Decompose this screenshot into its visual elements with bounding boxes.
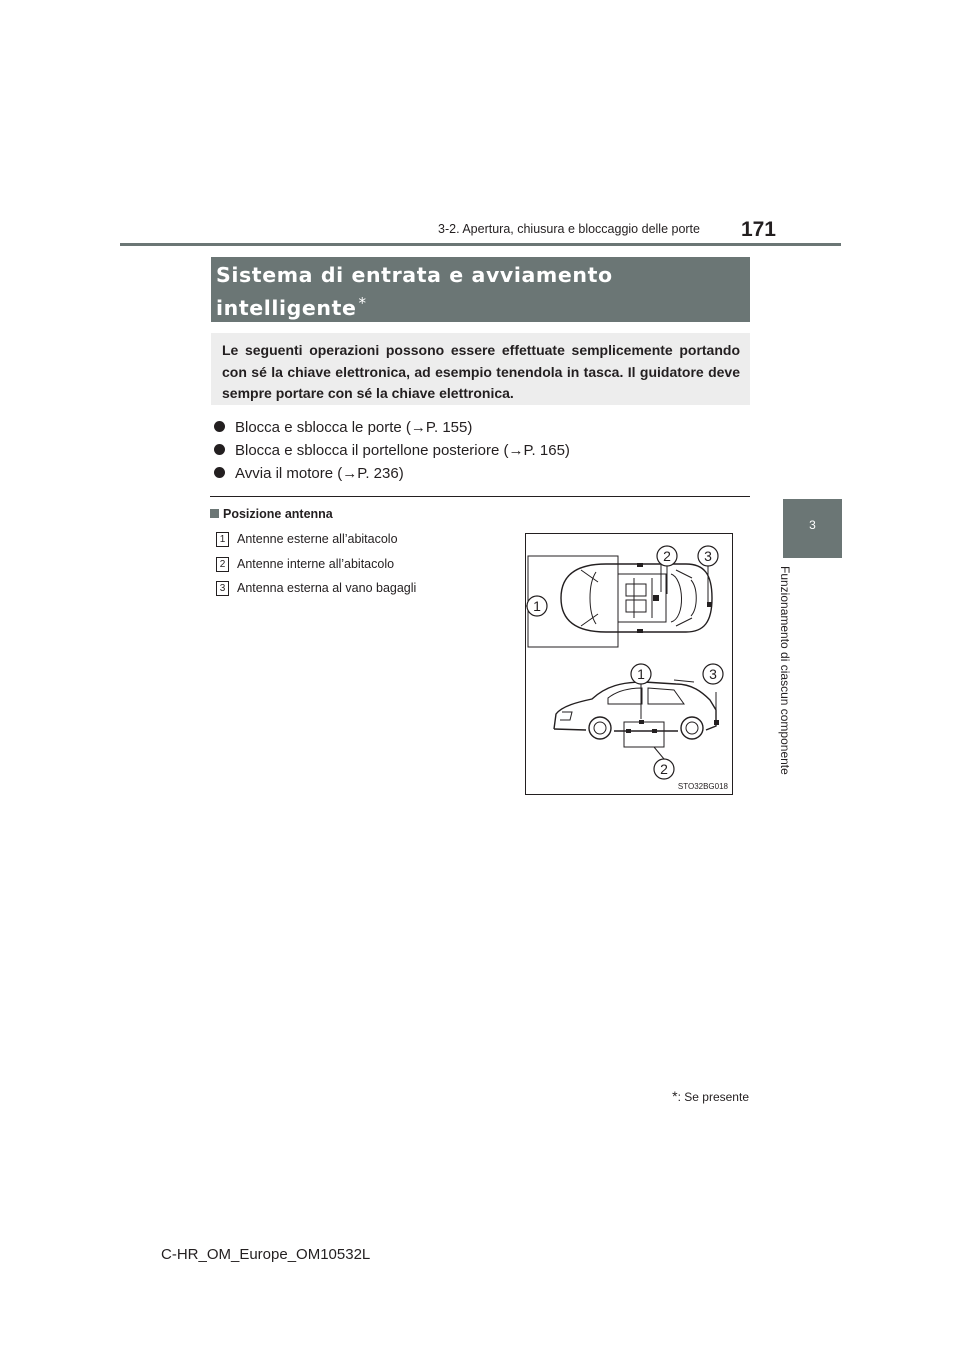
footnote [600,1088,749,1104]
bullet-text[interactable]: Blocca e sblocca le porte (→P. 155) [235,419,473,436]
bullet-icon [214,467,225,478]
antenna-figure [525,533,733,795]
bullet-text[interactable]: Blocca e sblocca il portellone posteriore (→P. 165) [235,442,570,459]
section-heading-line2-text: intelligente [216,296,357,320]
callout-label: 1 [533,598,541,614]
section-divider [210,496,750,497]
footnote-asterisk: * [672,1088,678,1104]
subsection-heading [210,507,333,521]
figure-code: STO32BG018 [677,782,728,791]
legend-number: 2 [216,557,229,572]
header-rule [120,243,841,246]
section-title: 3-2. Apertura, chiusura e bloccaggio delle porte [438,222,700,236]
asterisk-marker: * [358,294,367,312]
bullet-icon [214,444,225,455]
chapter-tab-label: Funzionamento di ciascun componente [778,566,792,775]
callout-label: 1 [637,666,645,682]
callout-label: 3 [704,548,712,564]
legend-label: Antenna esterna al vano bagagli [237,581,417,595]
legend-item [216,531,398,547]
section-heading [211,257,750,322]
bullet-item [214,464,404,484]
callout-label: 2 [660,761,668,777]
bullet-text[interactable]: Avvia il motore (→P. 236) [235,465,404,482]
chapter-tab-number: 3 [809,518,816,532]
legend-label: Antenne esterne all’abitacolo [237,532,398,546]
bullet-item [214,418,472,438]
callout-label: 3 [709,666,717,682]
legend-label: Antenne interne all’abitacolo [237,557,395,571]
legend-number: 1 [216,532,229,547]
car-side-view-icon [554,680,716,739]
section-heading-line2 [216,289,750,322]
chapter-tab-label-wrap [778,566,808,800]
car-diagram-illustration [526,534,732,794]
document-code: C-HR_OM_Europe_OM10532L [161,1246,371,1263]
legend-number: 3 [216,581,229,596]
bullet-icon [214,421,225,432]
intro-box [211,333,750,405]
bullet-item [214,441,570,461]
page-number: 171 [740,218,776,241]
square-bullet-icon [210,509,219,518]
car-top-view-icon [561,564,712,632]
subsection-heading-text: Posizione antenna [223,507,333,521]
legend-item [216,580,416,596]
legend-item [216,556,394,572]
footnote-text: : Se presente [677,1090,749,1104]
intro-text: Le seguenti operazioni possono essere effettuate semplicemente portando con sé la chiave elettronica, ad esempio tenendola in tasca. Il guidatore deve sempre portare con sé la chiave elettronica. [222,342,740,401]
callout-label: 2 [663,548,671,564]
section-heading-line1: Sistema di entrata e avviamento [216,263,613,287]
